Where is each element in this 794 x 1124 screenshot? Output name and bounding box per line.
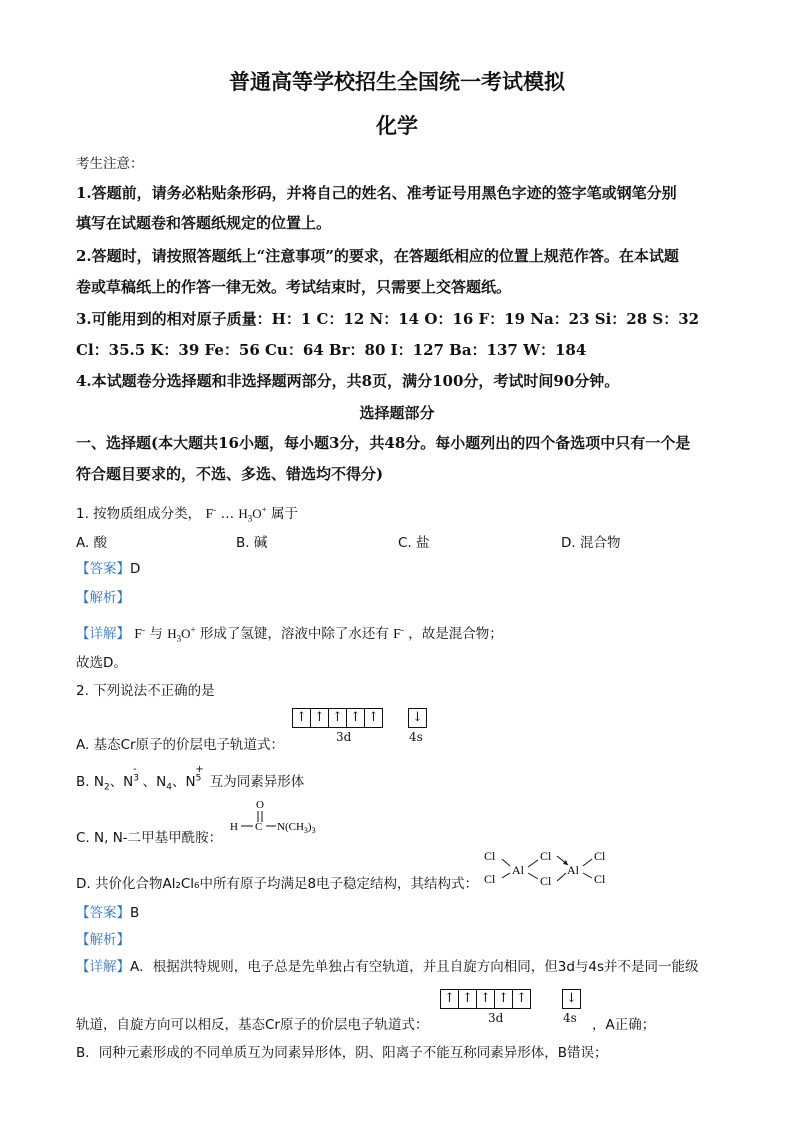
q2-detail-line-3: B．同种元素形成的不同单质互为同素异形体，阴、阳离子不能互称同素异形体，B错误； (76, 1045, 608, 1061)
q1-stem-prefix: 1. 按物质组成分类， (76, 506, 202, 522)
notice-line-4: 卷或草稿纸上的作答一律无效。考试结束时，只需要上交答题纸。 (76, 278, 512, 296)
orbital-3d-boxes (292, 706, 382, 728)
notice-line-1: 1.答题前，请务必粘贴条形码，并将自己的姓名、准考证号用黑色字迹的签字笔或钢笔分别 (76, 184, 677, 202)
q2-option-b: B. $N_2$、$N^{3-}$、$N_4$、$N^{5+}$互为同素异形体 (76, 764, 305, 793)
orbital-box: ↑ (458, 989, 477, 1009)
orbital-box: ↑ (494, 989, 513, 1009)
q1-detail: 【详解】 F- 与 $H_3O^+$ 形成了氢键，溶液中除了水还有 F- ，故是混合物； (76, 624, 503, 644)
bond (557, 873, 566, 881)
exam-title: 普通高等学校招生全国统一考试模拟 (229, 69, 565, 94)
al-atom: Al (567, 863, 579, 877)
q1-option-b: B. 碱 (236, 535, 268, 551)
notice-line-6: Cl：35.5 K：39 Fe：56 Cu：64 Br：80 I：127 Ba：137 W：184 (76, 341, 587, 359)
orbital-box: ↑ (310, 708, 329, 728)
dmf-h-atom: H (230, 821, 238, 833)
orbital-label-3d: 3d (336, 730, 352, 744)
section-intro-1: 一、选择题(本大题共16小题，每小题3分，共48分。每小题列出的四个备选项中只有一个是 (76, 434, 691, 452)
q2-detail-line-2-suffix: ，A正确； (592, 1017, 656, 1033)
orbital-label-4s: 4s (409, 730, 423, 744)
orbital-4s-boxes (562, 987, 580, 1009)
dmf-o-atom: O (256, 799, 264, 811)
orbital-box: ↑ (440, 989, 459, 1009)
dmf-c-atom: C (255, 821, 263, 833)
orbital-label-3d: 3d (488, 1011, 504, 1025)
orbital-box: ↑ (476, 989, 495, 1009)
q1-h3o-ion: $H_3O^+$ (238, 504, 267, 524)
dmf-n-group: $N(CH_3)_3$ (277, 821, 316, 835)
q1-stem (76, 502, 298, 524)
notice-heading: 考生注意： (76, 156, 144, 172)
orbital-box: ↓ (408, 708, 427, 728)
notice-line-7: 4.本试题卷分选择题和非选择题两部分，共8页，满分100分，考试时间90分钟。 (76, 372, 620, 390)
al2cl6-structure (480, 846, 620, 888)
orbital-label-4s: 4s (563, 1011, 577, 1025)
q2-option-a: A. 基态Cr原子的价层电子轨道式： (76, 737, 285, 753)
q2-stem: 2. 下列说法不正确的是 (76, 683, 215, 699)
bridge-cl-atom: Cl (540, 849, 552, 863)
q2-analysis-tag: 【解析】 (76, 932, 130, 948)
dmf-structure (228, 796, 338, 840)
notice-line-5: 3.可能用到的相对原子质量：H：1 C：12 N：14 O：16 F：19 Na：23 Si：28 S：32 (76, 310, 700, 328)
orbital-box: ↑ (328, 708, 347, 728)
al-atom: Al (512, 863, 524, 877)
orbital-box: ↑ (346, 708, 365, 728)
notice-line-2: 填写在试题卷和答题纸规定的位置上。 (76, 214, 332, 232)
bond (583, 873, 592, 878)
q1-option-c: C. 盐 (398, 535, 430, 551)
q2-option-c: C. N, N-二甲基甲酰胺： (76, 830, 223, 846)
q2-detail-line-1: 【详解】A．根据洪特规则，电子总是先单独占有空轨道，并且自旋方向相同，但3d与4s并不是同一能级 (76, 959, 699, 975)
q1-option-d: D. 混合物 (561, 535, 621, 551)
q1-analysis-tag: 【解析】 (76, 590, 130, 606)
orbital-box: ↑ (364, 708, 383, 728)
q1-answer: 【答案】D (76, 561, 141, 577)
subject-title: 化学 (376, 113, 418, 138)
q2-detail-line-2-prefix: 轨道，自旋方向可以相反，基态Cr原子的价层电子轨道式： (76, 1017, 429, 1033)
q1-conclusion: 故选D。 (76, 655, 127, 671)
bridge-cl-atom: Cl (540, 874, 552, 888)
section-title: 选择题部分 (359, 404, 435, 422)
orbital-4s-boxes (408, 706, 426, 728)
bond (583, 859, 592, 866)
orbital-box: ↑ (512, 989, 531, 1009)
bond (502, 873, 510, 878)
q1-f-ion: F- (205, 504, 217, 522)
cl-atom: Cl (594, 872, 606, 886)
orbital-box: ↑ (292, 708, 311, 728)
q1-option-a: A. 酸 (76, 535, 108, 551)
cl-atom: Cl (484, 849, 496, 863)
q2-option-d: D. 共价化合物Al₂Cl₆中所有原子均满足8电子稳定结构，其结构式： (76, 876, 479, 892)
q1-dots: … (220, 506, 235, 522)
bond (502, 859, 510, 866)
q2-answer: 【答案】B (76, 905, 140, 921)
orbital-3d-boxes (440, 987, 530, 1009)
cl-atom: Cl (594, 849, 606, 863)
q1-stem-suffix: 属于 (271, 506, 299, 522)
notice-line-3: 2.答题时，请按照答题纸上“注意事项”的要求，在答题纸相应的位置上规范作答。在本试题 (76, 247, 679, 265)
bond (528, 873, 538, 879)
section-intro-2: 符合题目要求的，不选、多选、错选均不得分) (76, 465, 384, 483)
cl-atom: Cl (484, 872, 496, 886)
bond (528, 860, 538, 867)
orbital-box: ↓ (562, 989, 581, 1009)
